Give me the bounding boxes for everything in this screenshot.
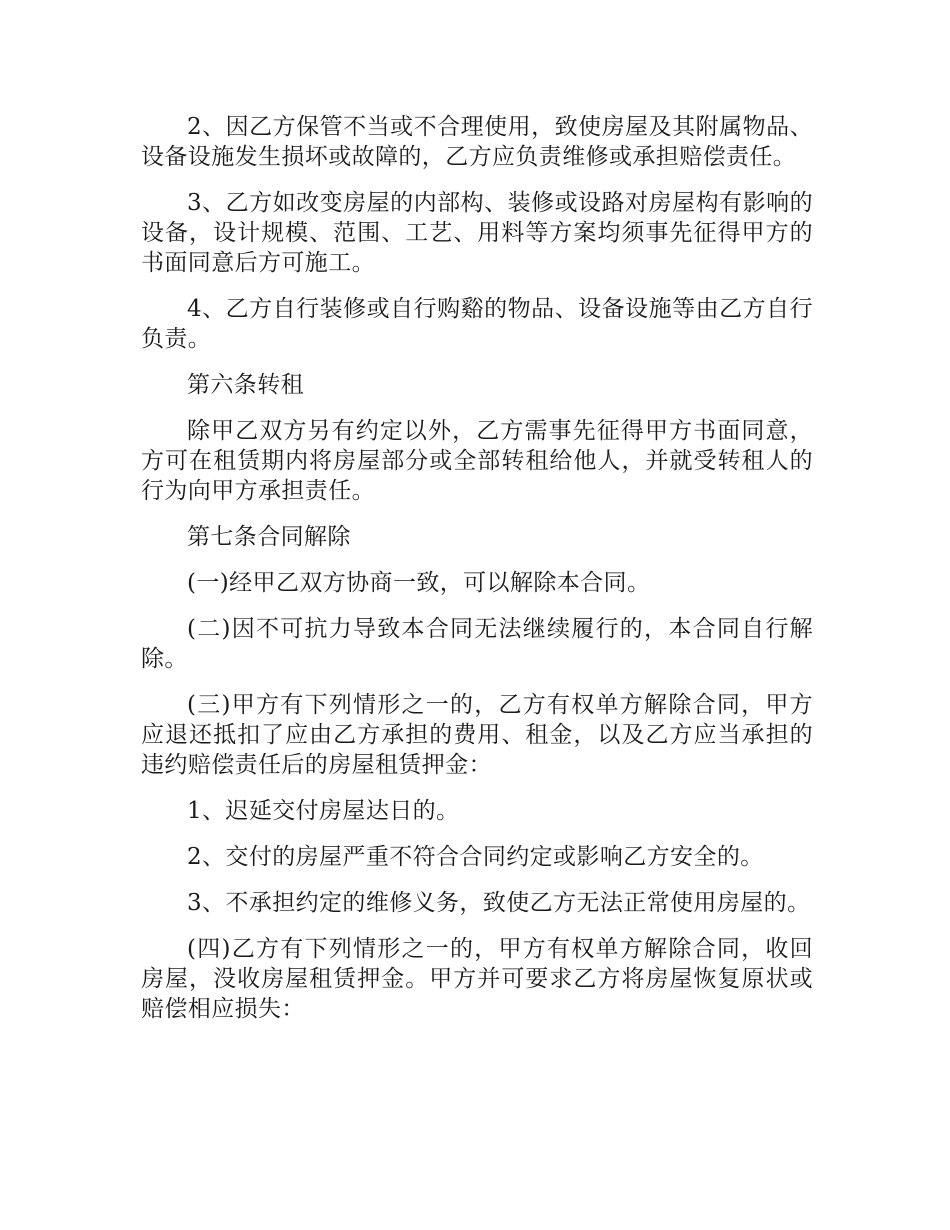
document-body	[141, 112, 813, 1040]
article-7-item-4: (四)乙方有下列情形之一的，甲方有权单方解除合同，收回房屋，没收房屋租赁押金。甲方并可要求乙方将房屋恢复原状或赔偿相应损失：	[141, 936, 813, 1022]
article-6-heading: 第六条转租	[187, 372, 304, 398]
article-7-item-3: (三)甲方有下列情形之一的，乙方有权单方解除合同，甲方应退还抵扣了应由乙方承担的费用、租金，以及乙方应当承担的违约赔偿责任后的房屋租赁押金：	[141, 692, 813, 778]
article-7-item-3-sub-1: 1、迟延交付房屋达日的。	[187, 798, 460, 824]
article-7-item-3-sub-2: 2、交付的房屋严重不符合合同约定或影响乙方安全的。	[187, 844, 764, 870]
clause-2-repair-liability: 2、因乙方保管不当或不合理使用，致使房屋及其附属物品、设备设施发生损坏或故障的，乙方应负责维修或承担赔偿责任。	[141, 114, 813, 170]
clause-4-self-renovation: 4、乙方自行装修或自行购谿的物品、设备设施等由乙方自行负责。	[141, 296, 813, 352]
article-7-heading: 第七条合同解除	[187, 524, 351, 550]
article-7-item-3-sub-3: 3、不承担约定的维修义务，致使乙方无法正常使用房屋的。	[187, 890, 811, 916]
article-6-sublease-text: 除甲乙双方另有约定以外，乙方需事先征得甲方书面同意，方可在租赁期内将房屋部分或全部转租给他人，并就受转租人的行为向甲方承担责任。	[141, 418, 813, 504]
clause-3-alteration-consent: 3、乙方如改变房屋的内部构、装修或设路对房屋构有影响的设备，设计规模、范围、工艺、用料等方案均须事先征得甲方的书面同意后方可施工。	[141, 190, 813, 276]
article-7-item-2: (二)因不可抗力导致本合同无法继续履行的，本合同自行解除。	[141, 616, 813, 672]
article-7-item-1: (一)经甲乙双方协商一致，可以解除本合同。	[187, 570, 651, 596]
